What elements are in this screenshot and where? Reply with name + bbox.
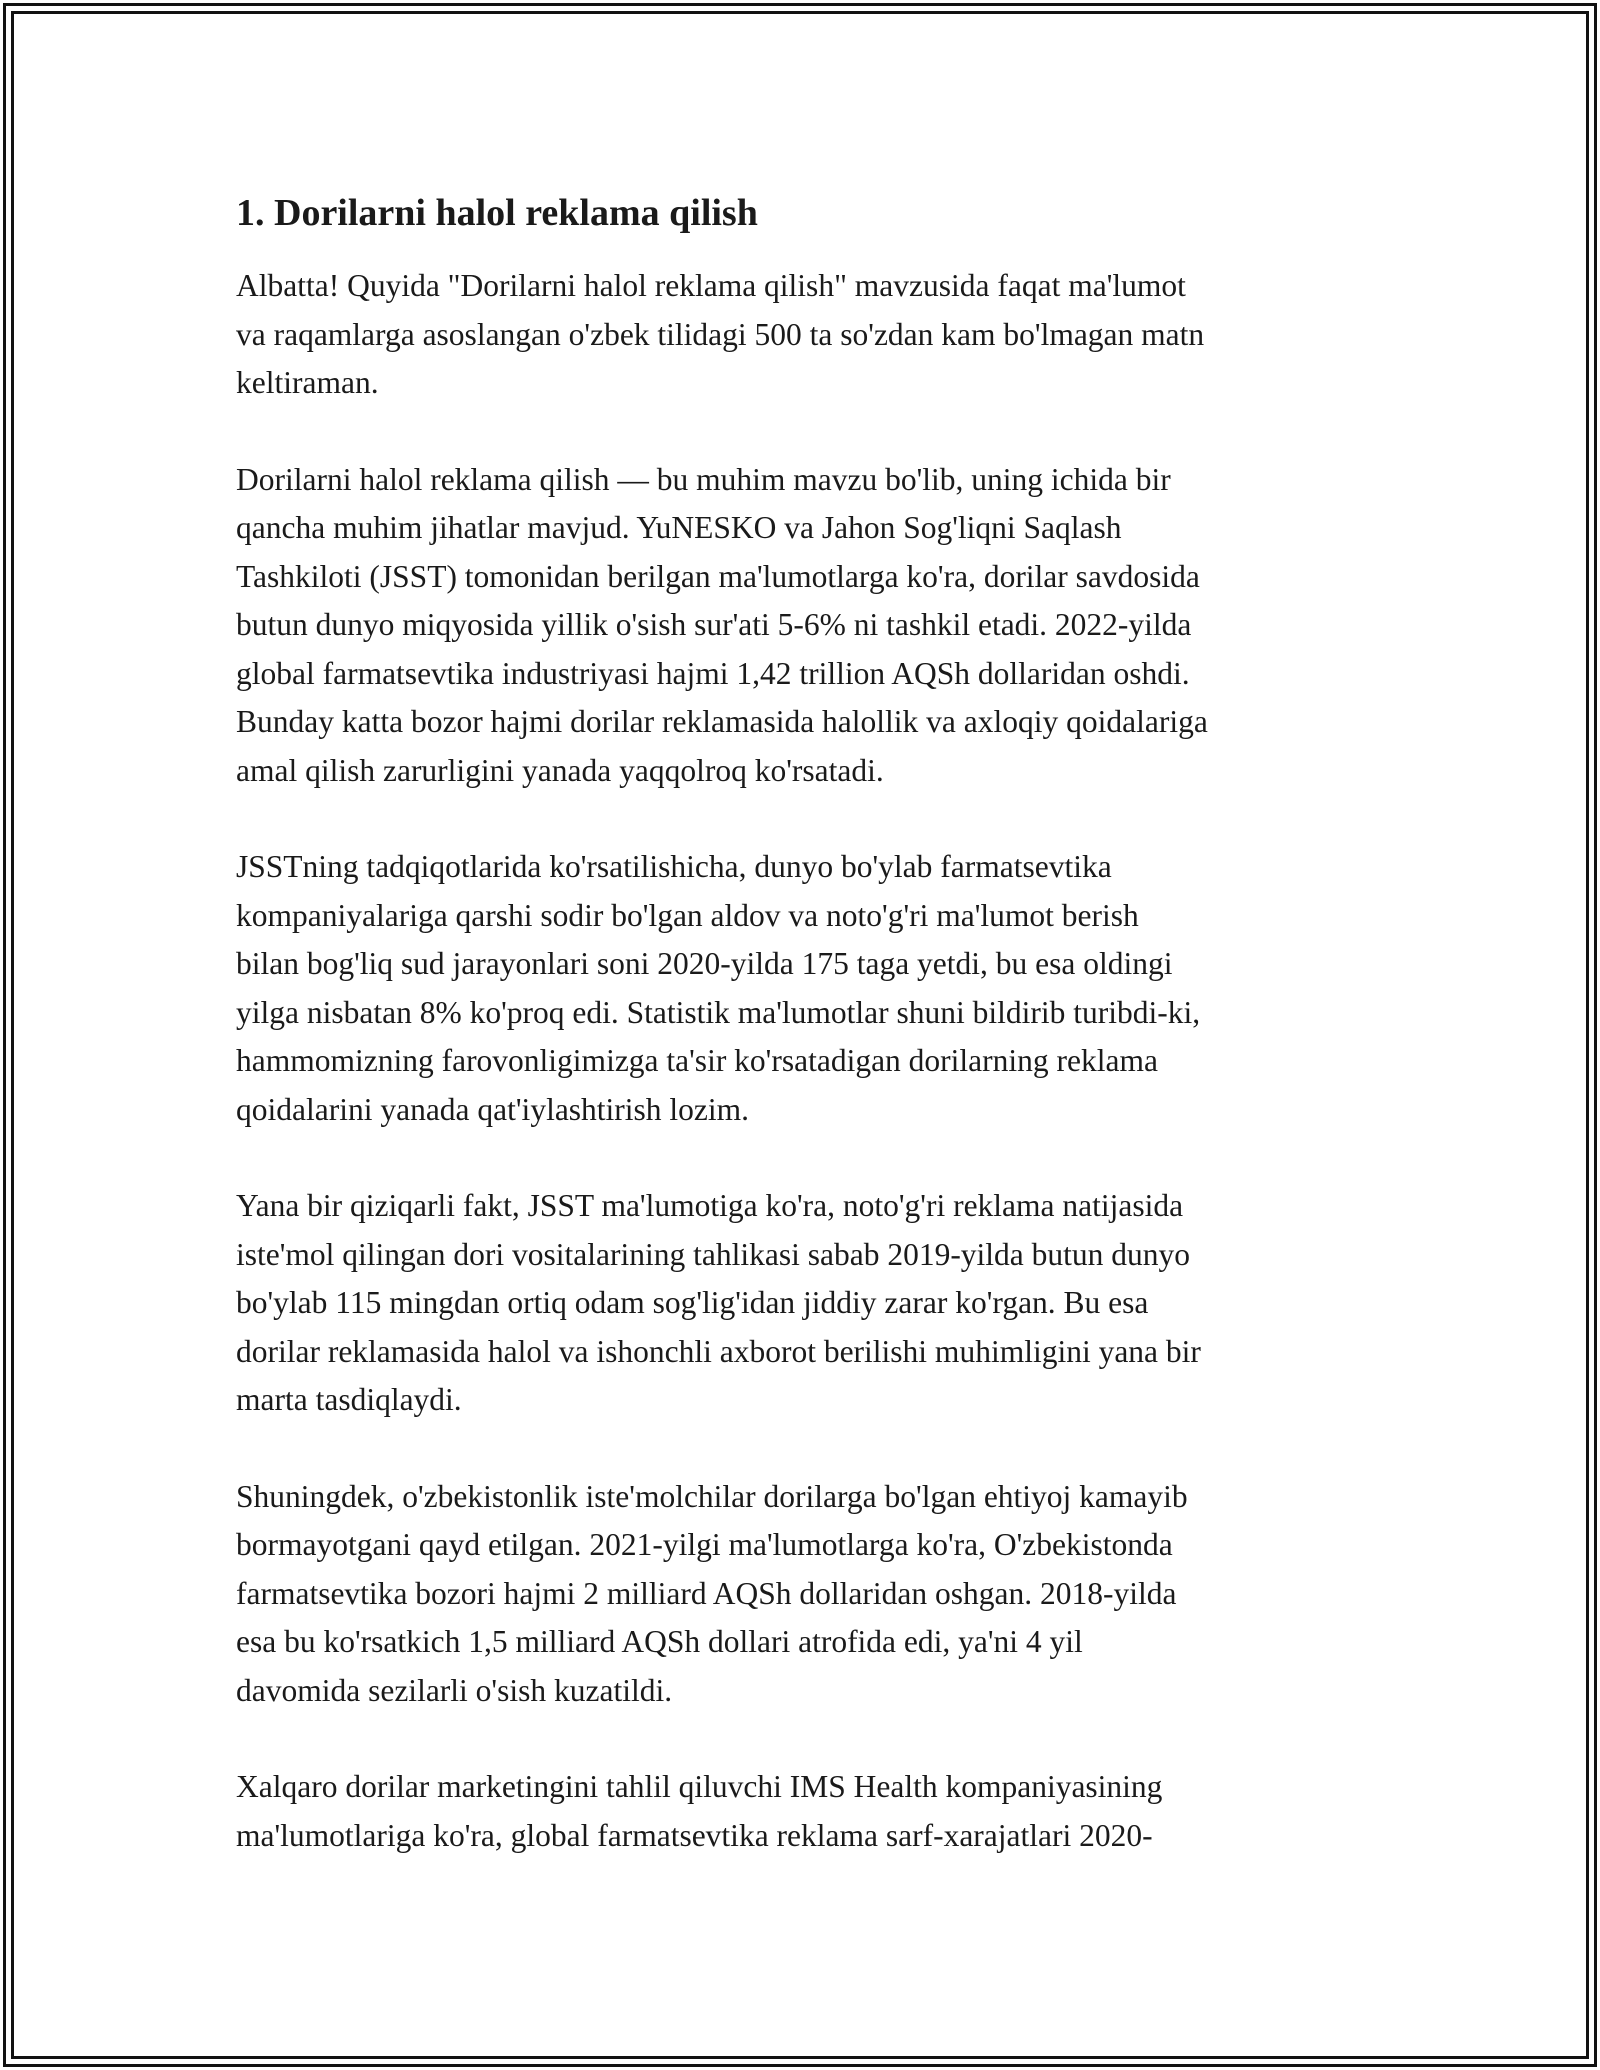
paragraph-line: amal qilish zarurligini yanada yaqqolroq ko'rsatadi.	[236, 752, 884, 788]
paragraph-line: qancha muhim jihatlar mavjud. YuNESKO va Jahon Sog'liqni Saqlash	[236, 510, 1122, 545]
paragraph-line: bo'ylab 115 mingdan ortiq odam sog'lig'idan jiddiy zarar ko'rgan. Bu esa	[236, 1285, 1149, 1320]
paragraph-line: va raqamlarga asoslangan o'zbek tilidagi 500 ta so'zdan kam bo'lmagan matn	[236, 316, 1205, 352]
document-page	[236, 186, 1376, 1908]
paragraph-line: marta tasdiqlaydi.	[236, 1382, 462, 1417]
paragraph-line: Shuningdek, o'zbekistonlik iste'molchilar dorilarga bo'lgan ehtiyoj kamayib	[236, 1478, 1188, 1514]
paragraph-lawsuits	[236, 843, 1376, 1134]
paragraph-line: Xalqaro dorilar marketingini tahlil qiluvchi IMS Health kompaniyasining	[236, 1769, 1163, 1804]
paragraph-line: Dorilarni halol reklama qilish — bu muhim mavzu bo'lib, uning ichida bir	[236, 461, 1171, 497]
paragraph-uzbekistan-market	[236, 1473, 1376, 1716]
paragraph-line: bormayotgani qayd etilgan. 2021-yilgi ma'lumotlarga ko'ra, O'zbekistonda	[236, 1527, 1173, 1562]
paragraph-line: davomida sezilarli o'sish kuzatildi.	[236, 1672, 673, 1708]
paragraph-line: bilan bog'liq sud jarayonlari soni 2020-yilda 175 taga yetdi, bu esa oldingi	[236, 946, 1173, 981]
paragraph-ims-health	[236, 1763, 1376, 1860]
paragraph-line: Albatta! Quyida "Dorilarni halol reklama qilish" mavzusida faqat ma'lumot	[236, 268, 1186, 303]
document-title: 1. Dorilarni halol reklama qilish	[236, 192, 758, 234]
paragraph-global-market	[236, 456, 1376, 796]
paragraph-line: hammomizning farovonligimizga ta'sir ko'rsatadigan dorilarning reklama	[236, 1043, 1158, 1078]
paragraph-health-harm	[236, 1182, 1376, 1425]
paragraph-line: farmatsevtika bozori hajmi 2 milliard AQSh dollaridan oshgan. 2018-yilda	[236, 1575, 1177, 1611]
paragraph-line: Yana bir qiziqarli fakt, JSST ma'lumotiga ko'ra, noto'g'ri reklama natijasida	[236, 1188, 1184, 1223]
paragraph-line: global farmatsevtika industriyasi hajmi 1,42 trillion AQSh dollaridan oshdi.	[236, 655, 1190, 691]
paragraph-line: kompaniyalariga qarshi sodir bo'lgan aldov va noto'g'ri ma'lumot berish	[236, 897, 1139, 933]
paragraph-line: esa bu ko'rsatkich 1,5 milliard AQSh dollari atrofida edi, ya'ni 4 yil	[236, 1624, 1083, 1659]
paragraph-line: ma'lumotlariga ko'ra, global farmatsevtika reklama sarf-xarajatlari 2020-	[236, 1817, 1153, 1853]
paragraph-line: Bunday katta bozor hajmi dorilar reklamasida halollik va axloqiy qoidalariga	[236, 704, 1208, 739]
paragraph-intro	[236, 262, 1376, 408]
paragraph-line: qoidalarini yanada qat'iylashtirish lozim.	[236, 1091, 750, 1127]
paragraph-line: JSSTning tadqiqotlarida ko'rsatilishicha, dunyo bo'ylab farmatsevtika	[236, 849, 1112, 884]
paragraph-line: dorilar reklamasida halol va ishonchli axborot berilishi muhimligini yana bir	[236, 1333, 1201, 1369]
paragraph-line: keltiraman.	[236, 365, 379, 400]
paragraph-line: yilga nisbatan 8% ko'proq edi. Statistik ma'lumotlar shuni bildirib turibdi-ki,	[236, 994, 1201, 1030]
paragraph-line: iste'mol qilingan dori vositalarining tahlikasi sabab 2019-yilda butun dunyo	[236, 1236, 1191, 1272]
paragraph-line: Tashkiloti (JSST) tomonidan berilgan ma'lumotlarga ko'ra, dorilar savdosida	[236, 558, 1200, 594]
paragraph-line: butun dunyo miqyosida yillik o'sish sur'ati 5-6% ni tashkil etadi. 2022-yilda	[236, 607, 1192, 642]
